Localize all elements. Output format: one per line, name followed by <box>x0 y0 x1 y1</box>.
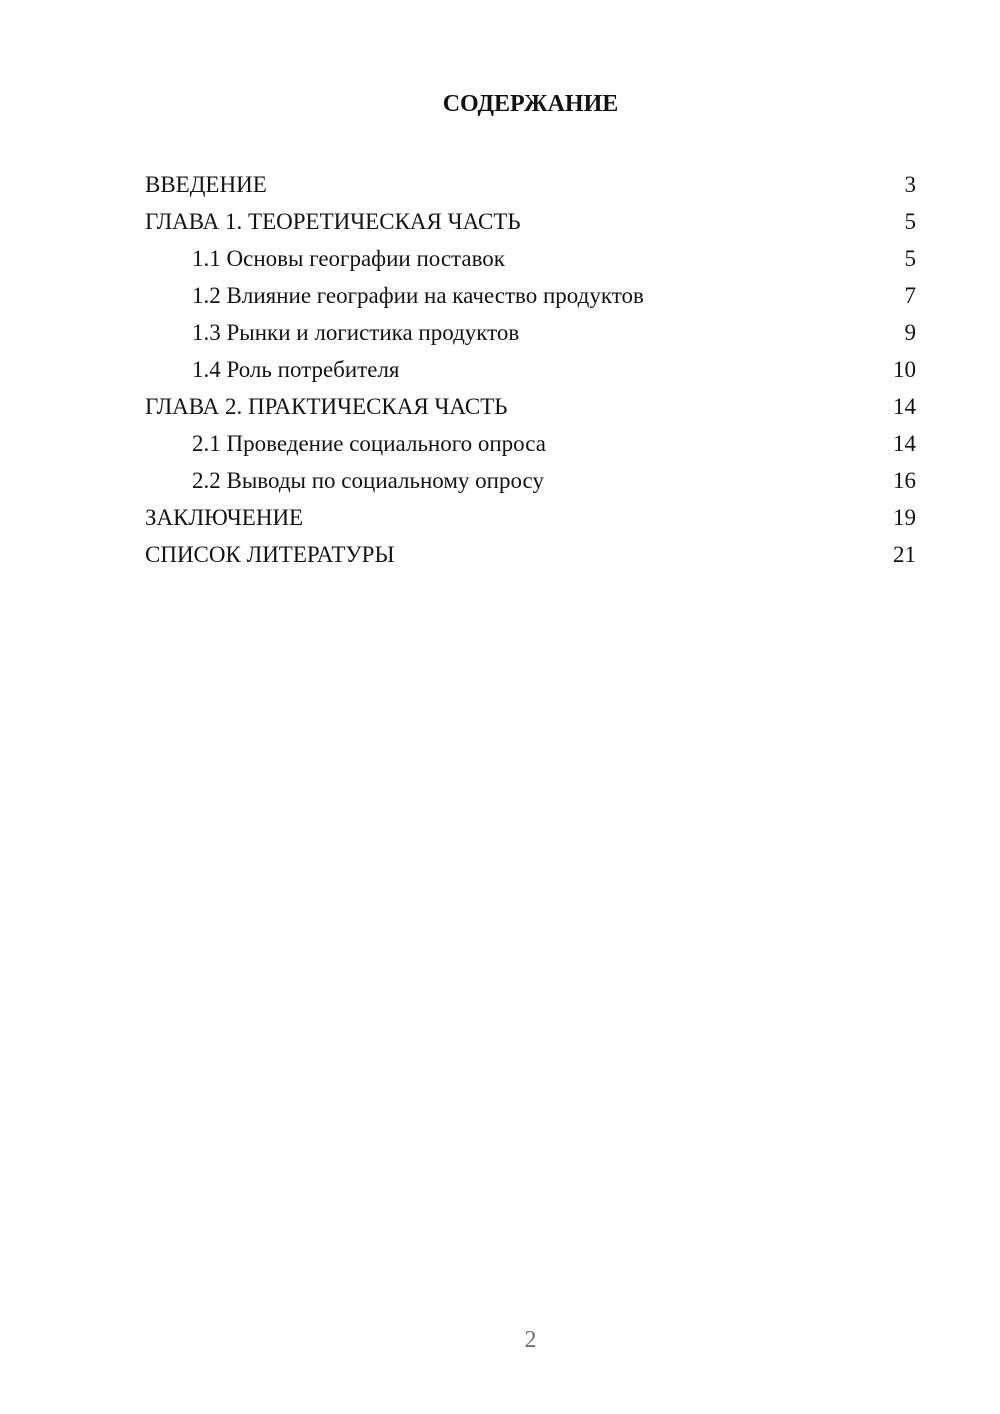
toc-entry-page-number: 14 <box>893 431 916 456</box>
toc-entry-label: ЗАКЛЮЧЕНИЕ <box>145 505 304 530</box>
toc-entry-row <box>145 166 916 203</box>
toc-entry-page-number: 10 <box>893 357 916 382</box>
toc-entry-row <box>145 277 916 314</box>
toc-entry-page-number: 9 <box>904 320 916 345</box>
toc-entry-row <box>145 240 916 277</box>
toc-entry-label: ГЛАВА 2. ПРАКТИЧЕСКАЯ ЧАСТЬ <box>145 394 508 419</box>
toc-entry-label: 1.4 Роль потребителя <box>192 357 400 382</box>
toc-entry-label: 1.1 Основы географии поставок <box>192 246 505 271</box>
toc-entry-label: 2.1 Проведение социального опроса <box>192 431 546 456</box>
toc-entry-row <box>145 314 916 351</box>
toc-entry-label: СПИСОК ЛИТЕРАТУРЫ <box>145 542 395 567</box>
toc-entry-row <box>145 388 916 425</box>
toc-entry-page-number: 19 <box>893 505 916 530</box>
toc-entry-label: 1.3 Рынки и логистика продуктов <box>192 320 520 345</box>
toc-entry-row <box>145 203 916 240</box>
page-title: СОДЕРЖАНИЕ <box>442 91 619 117</box>
footer-page-number: 2 <box>524 1327 537 1353</box>
toc-entry-row <box>145 425 916 462</box>
table-of-contents <box>145 166 916 573</box>
toc-entry-page-number: 21 <box>893 542 916 567</box>
toc-entry-page-number: 16 <box>893 468 916 493</box>
toc-entry-label: ВВЕДЕНИЕ <box>145 172 267 197</box>
toc-entry-row <box>145 462 916 499</box>
toc-entry-page-number: 5 <box>904 209 916 234</box>
page-content <box>145 90 916 573</box>
toc-entry-page-number: 7 <box>904 283 916 308</box>
toc-entry-page-number: 3 <box>904 172 916 197</box>
toc-entry-row <box>145 536 916 573</box>
toc-entry-page-number: 14 <box>893 394 916 419</box>
toc-entry-row <box>145 351 916 388</box>
toc-entry-label: 1.2 Влияние географии на качество продуктов <box>192 283 644 308</box>
toc-entry-label: ГЛАВА 1. ТЕОРЕТИЧЕСКАЯ ЧАСТЬ <box>145 209 521 234</box>
toc-entry-page-number: 5 <box>904 246 916 271</box>
toc-entry-row <box>145 499 916 536</box>
toc-entry-label: 2.2 Выводы по социальному опросу <box>192 468 544 493</box>
